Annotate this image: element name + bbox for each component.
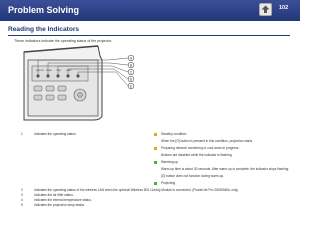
- state-note: Warm-up time is about 30 seconds. After warm-up is complete, the indicator stops flashing.: [161, 167, 290, 171]
- section-title: Reading the Indicators: [8, 26, 80, 33]
- state-swatch-warming-up: [154, 161, 157, 164]
- item-number: 3: [21, 193, 23, 197]
- state-note: [O] button does not function during warm-up.: [161, 174, 225, 178]
- state-note: Buttons are disabled while the indicator is flashing.: [161, 153, 233, 157]
- state-note: When the [O] button is pressed in this condition, projection starts.: [161, 139, 253, 143]
- item-number: 1: [21, 132, 23, 136]
- item-text: Indicates the air filter status.: [34, 193, 74, 197]
- state-swatch-projecting: [154, 182, 157, 185]
- item-number: 5: [21, 203, 23, 207]
- page-header-title: Problem Solving: [8, 5, 80, 15]
- state-label: Preparing network monitoring or cool-down in progress: [161, 146, 239, 150]
- state-swatch-standby: [154, 133, 157, 136]
- intro-text: These indicators indicate the operating status of the projector.: [14, 39, 113, 43]
- panel-label-temp: TEMP: [56, 70, 62, 72]
- item-text: Indicates the operating status.: [34, 132, 77, 136]
- state-label: Projecting: [161, 181, 176, 185]
- state-label: Standby condition: [161, 132, 187, 136]
- panel-label-lamp: LAMP: [66, 70, 72, 72]
- state-label: Warming up: [161, 160, 179, 164]
- state-swatch-preparing: [154, 147, 157, 150]
- item-text: Indicates the operating status of the wireless LAN when the optional Wireless 802.11a/b/g Module is connected. (PowerLite Pro Z8050WNL only): [34, 188, 239, 192]
- svg-text:D: D: [129, 77, 133, 82]
- svg-text:E: E: [129, 84, 133, 89]
- svg-text:A: A: [129, 56, 133, 61]
- panel-label-wlan: WLAN: [46, 70, 52, 72]
- item-text: Indicates the projection lamp status.: [34, 203, 85, 207]
- item-text: Indicates the internal temperature status.: [34, 198, 92, 202]
- item-number: 2: [21, 188, 23, 192]
- page-number: 102: [279, 5, 289, 11]
- svg-text:C: C: [129, 70, 133, 75]
- svg-text:B: B: [129, 63, 133, 68]
- panel-label-status: STATUS: [36, 70, 44, 72]
- item-number: 4: [21, 198, 23, 202]
